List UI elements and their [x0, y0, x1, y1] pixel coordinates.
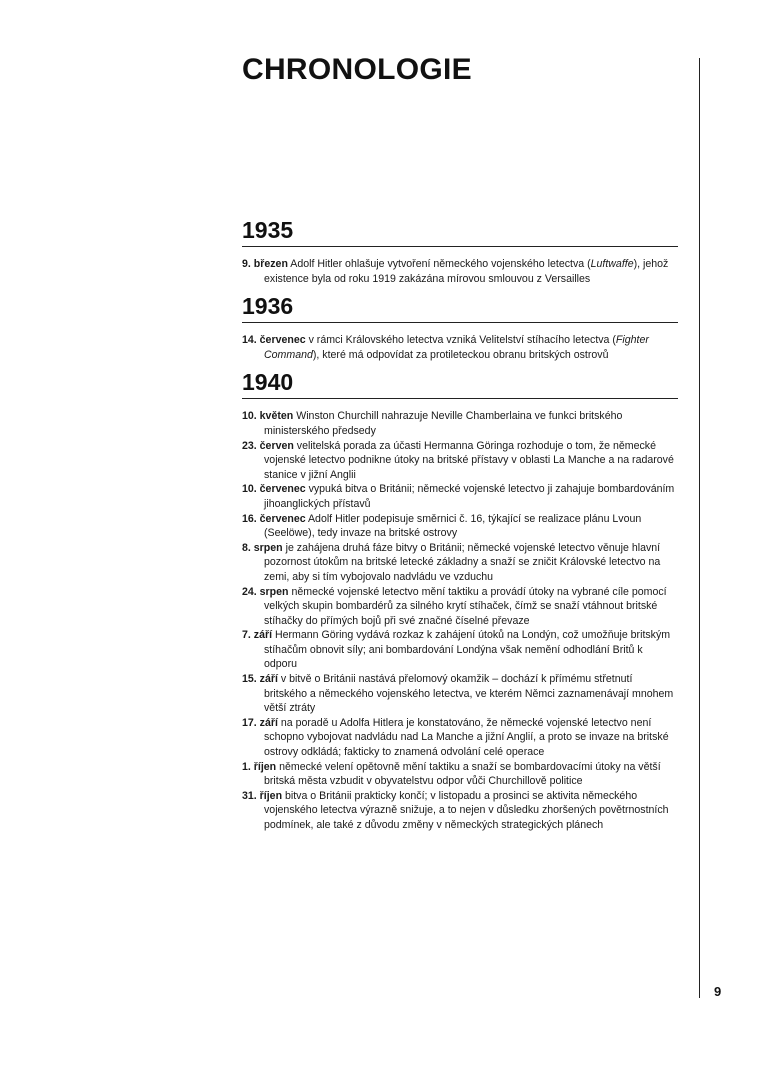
chronology-entry [242, 333, 678, 362]
entry-date: 10. červenec [242, 483, 306, 496]
entry-text: na poradě u Adolfa Hitlera je konstatováno, že německé vojenské letectvo není schopno vybojovat nadvládu nad La Manche a jižní Anglií, a proto se invaze na britské ostrovy odkládá; fakticky to znamená odvolání celé operace [264, 716, 669, 759]
chronology-entry [242, 541, 678, 585]
entry-list [242, 409, 678, 832]
chronology-entry [242, 482, 678, 511]
chronology-entry [242, 512, 678, 541]
year-section [242, 368, 678, 832]
entry-italic-term: Fighter Command [264, 334, 649, 361]
year-section [242, 216, 678, 286]
entry-date: 10. květen [242, 410, 294, 423]
entry-date: 17. září [242, 716, 278, 729]
entry-text: velitelská porada za účasti Hermanna Göringa rozhoduje o tom, že německé vojenské letectvo podnikne útoky na britské přístavy v oblasti La Manche a na radarové stanice v jižní Anglii [264, 439, 674, 481]
entry-date: 9. březen [242, 258, 288, 270]
entry-date: 23. červen [242, 439, 294, 452]
year-section [242, 292, 678, 362]
entry-date: 31. říjen [242, 789, 283, 802]
year-heading: 1936 [242, 292, 678, 323]
entry-date: 7. září [242, 629, 273, 642]
page-number: 9 [714, 984, 722, 999]
entry-text: německé vojenské letectvo mění taktiku a provádí útoky na vybrané cíle pomocí velkých skupin bombardérů za silného krytí stíhaček, čímž se snaží vtáhnout britské stíhačky do přímých bojů při své značné číselné převaze [264, 585, 667, 627]
chronology-entry [242, 760, 678, 789]
entry-list [242, 257, 678, 286]
entry-text: vypuká bitva o Británii; německé vojenské letectvo ji zahajuje bombardováním jihoanglických přístavů [264, 483, 675, 510]
entry-date: 15. září [242, 673, 278, 686]
chronology-entry [242, 628, 678, 672]
chronology-entry [242, 585, 678, 629]
chronology-entry [242, 672, 678, 716]
entry-text: Winston Churchill nahrazuje Neville Chamberlaina ve funkci britského ministerského předsedy [264, 410, 623, 437]
chronology-entry [242, 789, 678, 833]
entry-text: v bitvě o Británii nastává přelomový okamžik – dochází k přímému střetnutí britského a německého vojenského letectva, ve kterém Němci zaznamenávají mnohem větší ztráty [264, 673, 674, 715]
entry-text: je zahájena druhá fáze bitvy o Británii; německé vojenské letectvo věnuje hlavní pozornost útokům na britské letecké základny a snaží se zničit Královské letectvo na zemi, aby si tím vybojovalo nadvládu ve vzduchu [264, 541, 661, 583]
entry-text: Hermann Göring vydává rozkaz k zahájení útoků na Londýn, což umožňuje britským stíhačům obnovit síly; ani bombardování Londýna však nemění odhodlání Britů k odporu [264, 629, 671, 671]
year-heading: 1940 [242, 368, 678, 399]
page-title: CHRONOLOGIE [242, 53, 472, 86]
entry-text: ), jehož existence byla od roku 1919 zakázána mírovou smlouvou z Versailles [264, 258, 669, 285]
entry-text: bitva o Británii prakticky končí; v listopadu a prosinci se aktivita německého vojenského letectva výrazně snižuje, a to nejen v důsledku zhoršených povětrnostních podmínek, ale také z důvodu změny v německých strategických plánech [264, 789, 669, 831]
chronology-entry [242, 257, 678, 286]
entry-date: 1. říjen [242, 760, 277, 773]
entry-date: 14. červenec [242, 334, 306, 347]
entry-date: 24. srpen [242, 585, 289, 598]
entry-date: 16. červenec [242, 512, 306, 525]
chronology-entry [242, 716, 678, 760]
entry-text: ), které má odpovídat za protileteckou obranu britských ostrovů [312, 348, 609, 361]
entry-text: v rámci Královského letectva vzniká Velitelství stíhacího letectva ( [305, 334, 616, 347]
chronology-entry [242, 439, 678, 483]
entry-text: německé velení opětovně mění taktiku a snaží se bombardovacími útoky na větší britská města vzbudit v obyvatelstvu odpor vůči Churchillově politice [264, 760, 661, 788]
year-heading: 1935 [242, 216, 678, 247]
chronology-entry [242, 409, 678, 438]
entry-text: Adolf Hitler ohlašuje vytvoření německého vojenského letectva ( [287, 258, 591, 270]
vertical-rule [699, 58, 700, 998]
entry-text: Adolf Hitler podepisuje směrnici č. 16, týkající se realizace plánu Lvoun (Seelöwe), tedy invaze na britské ostrovy [264, 512, 642, 540]
entry-italic-term: Luftwaffe [590, 258, 634, 270]
entry-list [242, 333, 678, 362]
chronology [242, 216, 678, 839]
entry-date: 8. srpen [242, 541, 283, 554]
